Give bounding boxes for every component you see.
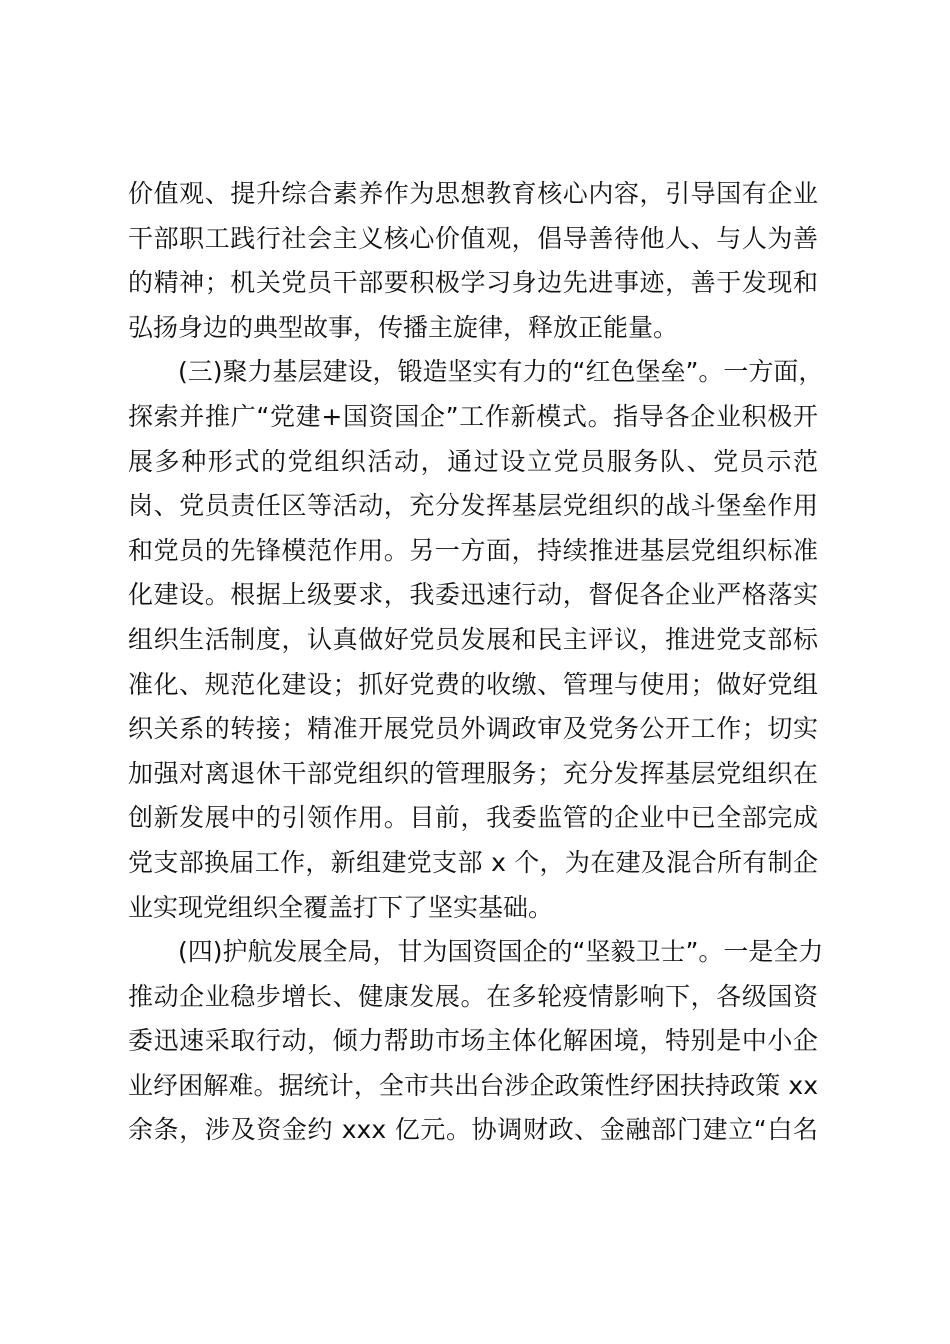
- document-body: [128, 172, 824, 1153]
- text-line: 化建设。根据上级要求，我委迅速行动，督促各企业严格落实: [128, 580, 818, 610]
- paragraph-section-three: [128, 350, 824, 930]
- text-line: 准化、规范化建设；抓好党费的收缴、管理与使用；做好党组: [128, 669, 818, 699]
- text-line: 价值观、提升综合素养作为思想教育核心内容，引导国有企业: [128, 179, 818, 208]
- text-line: 业实现党组织全覆盖打下了坚实基础。: [128, 892, 554, 922]
- text-line: 余条，涉及资金约 xxx 亿元。协调财政、金融部门建立“白名: [128, 1115, 818, 1145]
- text-line: 党支部换届工作，新组建党支部 x 个，为在建及混合所有制企: [128, 847, 818, 877]
- text-line: 和党员的先锋模范作用。另一方面，持续推进基层党组织标准: [128, 535, 818, 565]
- text-line: 弘扬身边的典型故事，传播主旋律，释放正能量。: [128, 312, 679, 342]
- text-line: 岗、党员责任区等活动，充分发挥基层党组织的战斗堡垒作用: [128, 491, 818, 521]
- text-line: 推动企业稳步增长、健康发展。在多轮疫情影响下，各级国资: [128, 981, 818, 1011]
- text-line: 的精神；机关党员干部要积极学习身边先进事迹，善于发现和: [128, 268, 818, 298]
- text-line: 加强对离退休干部党组织的管理服务；充分发挥基层党组织在: [128, 758, 818, 788]
- text-line: 委迅速采取行动，倾力帮助市场主体化解困境，特别是中小企: [128, 1026, 818, 1056]
- section-four-heading-line: (四)护航发展全局，甘为国资国企的“坚毅卫士”。一是全力: [178, 937, 824, 967]
- text-line: 探索并推广“党建+国资国企”工作新模式。指导各企业积极开: [128, 401, 818, 431]
- paragraph-section-four: [128, 930, 824, 1153]
- text-line: 展多种形式的党组织活动，通过设立党员服务队、党员示范: [128, 446, 818, 476]
- text-line: 组织生活制度，认真做好党员发展和民主评议，推进党支部标: [128, 624, 818, 654]
- text-line: 创新发展中的引领作用。目前，我委监管的企业中已全部完成: [128, 803, 818, 833]
- text-line: 业纾困解难。据统计，全市共出台涉企政策性纾困扶持政策 xx: [128, 1070, 818, 1100]
- text-line: 织关系的转接；精准开展党员外调政审及党务公开工作；切实: [128, 714, 818, 744]
- paragraph-core-values: [128, 172, 818, 350]
- text-line: 干部职工践行社会主义核心价值观，倡导善待他人、与人为善: [128, 223, 818, 253]
- section-three-heading-line: (三)聚力基层建设，锻造坚实有力的“红色堡垒”。一方面，: [178, 357, 824, 387]
